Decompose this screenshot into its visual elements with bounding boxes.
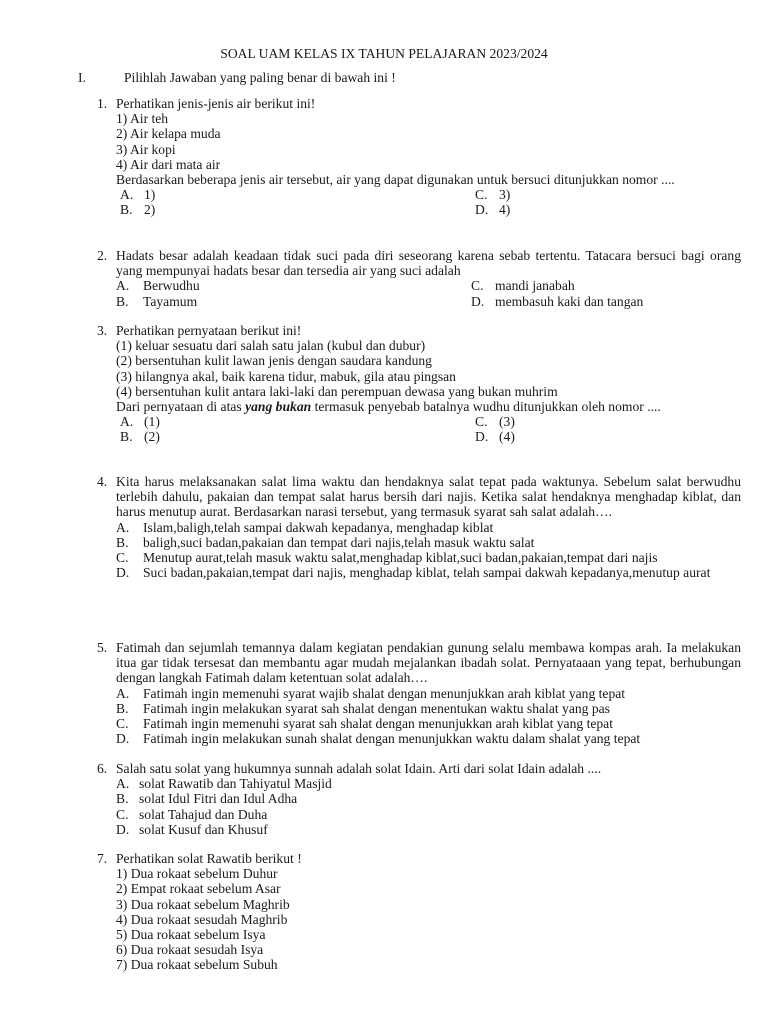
question-stem: Hadats besar adalah keadaan tidak suci pada diri seseorang karena sebab tertentu. Tatacara bersuci bagi orang yang mempunyai hadats besar dan tersedia air yang suci adalah: [116, 248, 741, 279]
question-stem: Perhatikan pernyataan berikut ini!: [116, 323, 302, 338]
question-number: 4.: [97, 474, 108, 489]
answer-option-a[interactable]: A. Fatimah ingin memenuhi syarat wajib shalat dengan menunjukkan arah kiblat yang tepat: [116, 685, 626, 701]
answer-option-d[interactable]: D. Suci badan,pakaian,tempat dari najis, menghadap kiblat, telah sampai dakwah kepadanya,menutup aurat: [116, 565, 711, 581]
list-item: (2) bersentuhan kulit lawan jenis dengan saudara kandung: [116, 353, 432, 369]
list-item: 7) Dua rokaat sebelum Subuh: [116, 957, 278, 973]
list-item: 6) Dua rokaat sesudah Isya: [116, 942, 264, 958]
answer-option-d[interactable]: D. solat Kusuf dan Khusuf: [116, 821, 268, 837]
answer-option-d[interactable]: D. (4): [475, 429, 515, 445]
answer-option-c[interactable]: C. (3): [475, 414, 515, 430]
question-7: [97, 851, 741, 973]
answer-option-b[interactable]: B. 2): [120, 202, 156, 218]
question-stem: Fatimah dan sejumlah temannya dalam kegiatan pendakian gunung selalu membawa kompas arah. Ia melakukan itua gar tidak tersesat dan membantu agar mudah mejalankan ibadah solat. Pernyataaan yang tepat, berhubungan dengan langkah Fatimah dalam ketentuan solat adalah….: [116, 640, 741, 686]
question-stem: Perhatikan solat Rawatib berikut !: [116, 851, 302, 866]
answer-option-b[interactable]: B. Fatimah ingin melakukan syarat sah shalat dengan menentukan waktu shalat yang pas: [116, 700, 610, 716]
exam-title: SOAL UAM KELAS IX TAHUN PELAJARAN 2023/2024: [220, 46, 548, 61]
answer-option-d[interactable]: D. membasuh kaki dan tangan: [471, 293, 644, 309]
answer-option-a[interactable]: A. solat Rawatib dan Tahiyatul Masjid: [116, 776, 332, 792]
list-item: 3) Dua rokaat sebelum Maghrib: [116, 896, 290, 912]
question-number: 7.: [97, 851, 108, 866]
answer-option-c[interactable]: C. Fatimah ingin memenuhi syarat sah shalat dengan menunjukkan arah kiblat yang tepat: [116, 716, 613, 732]
question-4: [97, 474, 741, 580]
question-1: [97, 96, 741, 218]
list-item: (1) keluar sesuatu dari salah satu jalan (kubul dan dubur): [116, 338, 426, 354]
question-number: 1.: [97, 96, 108, 111]
answer-option-b[interactable]: B. (2): [120, 429, 160, 445]
list-item: 1) Air teh: [116, 111, 169, 127]
question-number: 3.: [97, 323, 108, 338]
question-6: [97, 761, 741, 837]
answer-option-a[interactable]: A. Islam,baligh,telah sampai dakwah kepadanya, menghadap kiblat: [116, 519, 494, 535]
list-item: 4) Dua rokaat sesudah Maghrib: [116, 911, 288, 927]
question-text: Berdasarkan beberapa jenis air tersebut, air yang dapat digunakan untuk bersuci ditunjukkan nomor ....: [116, 172, 675, 188]
question-5: [97, 640, 741, 746]
question-number: 5.: [97, 640, 108, 655]
list-item: 2) Air kelapa muda: [116, 126, 221, 142]
question-3: [97, 323, 741, 445]
answer-option-c[interactable]: C. mandi janabah: [471, 278, 575, 294]
question-2: [97, 248, 741, 309]
answer-option-d[interactable]: D. Fatimah ingin melakukan sunah shalat dengan menunjukkan waktu dalam shalat yang tepat: [116, 731, 641, 747]
answer-option-c[interactable]: C. solat Tahajud dan Duha: [116, 806, 268, 822]
answer-option-a[interactable]: A. (1): [120, 414, 160, 430]
list-item: (3) hilangnya akal, baik karena tidur, mabuk, gila atau pingsan: [116, 368, 456, 384]
answer-option-b[interactable]: B. Tayamum: [116, 293, 198, 309]
question-stem: Kita harus melaksanakan salat lima waktu dan hendaknya salat tepat pada waktunya. Sebelum salat berwudhu terlebih dahulu, pakaian dan tempat salat harus bersih dari najis. Ketika salat hendaknya menghadap kiblat, dan harus menutup aurat. Berdasarkan narasi tersebut, yang termasuk syarat sah salat adalah….: [116, 474, 741, 520]
answer-option-a[interactable]: A. Berwudhu: [116, 278, 200, 294]
section-number: I.: [78, 70, 86, 85]
list-item: (4) bersentuhan kulit antara laki-laki dan perempuan dewasa yang bukan muhrim: [116, 383, 558, 399]
answer-option-a[interactable]: A. 1): [120, 187, 156, 203]
question-stem: Perhatikan jenis-jenis air berikut ini!: [116, 96, 316, 111]
question-text: Dari pernyataan di atas yang bukan termasuk penyebab batalnya wudhu ditunjukkan oleh nomor ....: [116, 399, 661, 415]
list-item: 4) Air dari mata air: [116, 156, 221, 172]
answer-option-b[interactable]: B. baligh,suci badan,pakaian dan tempat dari najis,telah masuk waktu salat: [116, 534, 535, 550]
answer-option-d[interactable]: D. 4): [475, 202, 511, 218]
list-item: 3) Air kopi: [116, 141, 176, 157]
list-item: 1) Dua rokaat sebelum Duhur: [116, 866, 278, 882]
answer-option-b[interactable]: B. solat Idul Fitri dan Idul Adha: [116, 791, 298, 807]
section-instruction: Pilihlah Jawaban yang paling benar di bawah ini !: [124, 70, 396, 85]
list-item: 2) Empat rokaat sebelum Asar: [116, 881, 281, 897]
emphasis-text: yang bukan: [245, 399, 312, 415]
answer-option-c[interactable]: C. Menutup aurat,telah masuk waktu salat,menghadap kiblat,suci badan,pakaian,tempat dari najis: [116, 550, 658, 566]
question-stem: Salah satu solat yang hukumnya sunnah adalah solat Idain. Arti dari solat Idain adalah ....: [116, 761, 602, 776]
answer-option-c[interactable]: C. 3): [475, 187, 511, 203]
question-number: 2.: [97, 248, 108, 263]
question-number: 6.: [97, 761, 108, 776]
list-item: 5) Dua rokaat sebelum Isya: [116, 927, 266, 943]
